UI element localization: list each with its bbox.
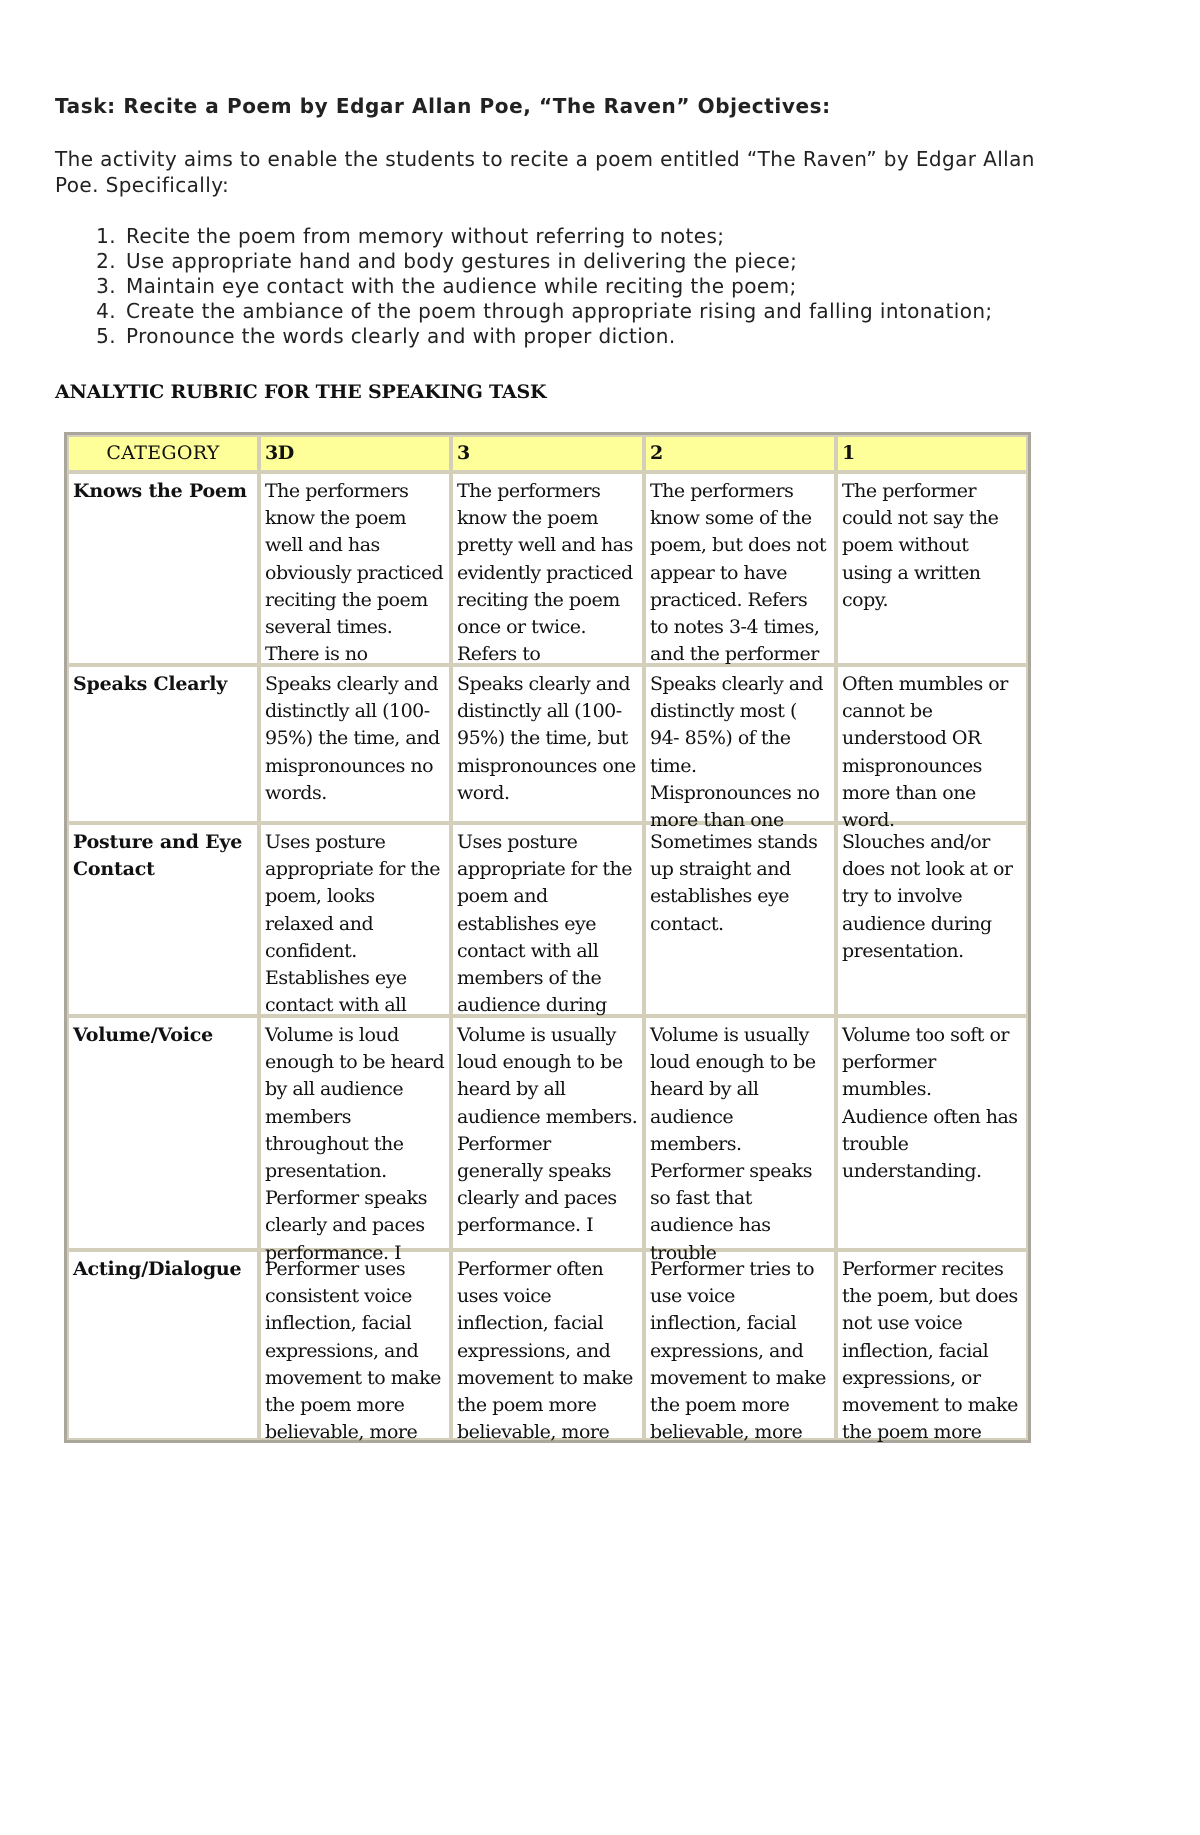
- table-cell: The performers know some of the poem, but does not appear to have practiced. Refers to notes 3-4 times, and the performer: [644, 472, 836, 665]
- header-cell-3d: 3D: [259, 435, 451, 472]
- table-row: [67, 665, 1028, 823]
- category-cell: Volume/Voice: [67, 1016, 259, 1250]
- table-cell: Performer tries to use voice inflection, facial expressions, and movement to make the poem more believable, more: [644, 1250, 836, 1440]
- list-item: 5. Pronounce the words clearly and with proper diction.: [96, 324, 676, 348]
- table-cell: The performer could not say the poem without using a written copy.: [836, 472, 1028, 665]
- table-cell: The performers know the poem pretty well and has evidently practiced reciting the poem once or twice. Refers to: [451, 472, 644, 665]
- table-cell: Speaks clearly and distinctly all (100-95%) the time, and mispronounces no words.: [259, 665, 451, 823]
- header-cell-category: CATEGORY: [67, 435, 259, 472]
- table-cell: Volume is usually loud enough to be heard by all audience members. Performer generally speaks clearly and paces performance. I: [451, 1016, 644, 1250]
- rubric-heading: ANALYTIC RUBRIC FOR THE SPEAKING TASK: [55, 381, 547, 403]
- table-cell: The performers know the poem well and has obviously practiced reciting the poem several times. There is no: [259, 472, 451, 665]
- table-cell: Uses posture appropriate for the poem and establishes eye contact with all members of the audience during: [451, 823, 644, 1016]
- table-cell: Performer often uses voice inflection, facial expressions, and movement to make the poem more believable, more: [451, 1250, 644, 1440]
- table-row: [67, 472, 1028, 665]
- table-cell: Speaks clearly and distinctly most ( 94- 85%) of the time. Mispronounces no more than one: [644, 665, 836, 823]
- category-cell: Posture and Eye Contact: [67, 823, 259, 1016]
- objective-text: Create the ambiance of the poem through appropriate rising and falling intonation;: [126, 299, 993, 323]
- objective-text: Recite the poem from memory without referring to notes;: [126, 224, 725, 248]
- table-cell: Volume is usually loud enough to be heard by all audience members. Performer speaks so fast that audience has trouble: [644, 1016, 836, 1250]
- table-cell: Uses posture appropriate for the poem, looks relaxed and confident. Establishes eye contact with all: [259, 823, 451, 1016]
- table-cell: Volume is loud enough to be heard by all audience members throughout the presentation. Performer speaks clearly and paces performance. I: [259, 1016, 451, 1250]
- header-cell-3: 3: [451, 435, 644, 472]
- table-row: [67, 823, 1028, 1016]
- header-cell-2: 2: [644, 435, 836, 472]
- table-cell: Often mumbles or cannot be understood OR mispronounces more than one word.: [836, 665, 1028, 823]
- list-item: 4. Create the ambiance of the poem through appropriate rising and falling intonation;: [96, 299, 993, 323]
- table-cell: Speaks clearly and distinctly all (100-95%) the time, but mispronounces one word.: [451, 665, 644, 823]
- list-item: 1. Recite the poem from memory without referring to notes;: [96, 224, 725, 248]
- table-cell: Performer recites the poem, but does not use voice inflection, facial expressions, or movement to make the poem more: [836, 1250, 1028, 1440]
- list-item: 3. Maintain eye contact with the audience while reciting the poem;: [96, 274, 797, 298]
- objective-text: Pronounce the words clearly and with proper diction.: [126, 324, 676, 348]
- table-cell: Performer uses consistent voice inflection, facial expressions, and movement to make the poem more believable, more: [259, 1250, 451, 1440]
- list-item: 2. Use appropriate hand and body gestures in delivering the piece;: [96, 249, 798, 273]
- header-row: [67, 435, 1028, 472]
- category-cell: Acting/Dialogue: [67, 1250, 259, 1440]
- table-cell: Volume too soft or performer mumbles. Audience often has trouble understanding.: [836, 1016, 1028, 1250]
- rubric-table: [64, 432, 1031, 1443]
- objectives-list: [70, 224, 993, 349]
- table-cell: Slouches and/or does not look at or try to involve audience during presentation.: [836, 823, 1028, 1016]
- table-cell: Sometimes stands up straight and establishes eye contact.: [644, 823, 836, 1016]
- table-row: [67, 1016, 1028, 1250]
- category-cell: Speaks Clearly: [67, 665, 259, 823]
- category-cell: Knows the Poem: [67, 472, 259, 665]
- header-cell-1: 1: [836, 435, 1028, 472]
- intro-paragraph: The activity aims to enable the students to recite a poem entitled “The Raven” by Edgar Allan Poe. Specifically:: [55, 147, 1035, 197]
- table-row: [67, 1250, 1028, 1440]
- task-title: Task: Recite a Poem by Edgar Allan Poe, “The Raven” Objectives:: [55, 94, 831, 118]
- objective-text: Maintain eye contact with the audience while reciting the poem;: [126, 274, 797, 298]
- objective-text: Use appropriate hand and body gestures in delivering the piece;: [126, 249, 798, 273]
